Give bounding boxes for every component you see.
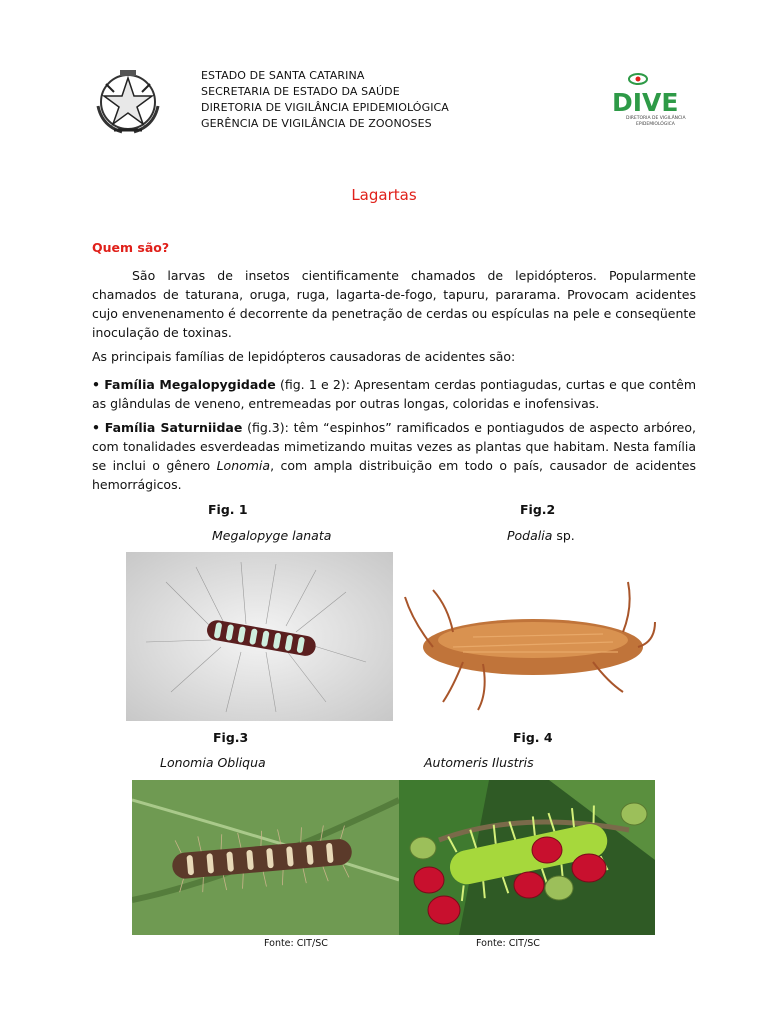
fig-2-label: Fig.2 [520, 502, 556, 517]
dive-logo-subtext-2: EPIDEMIOLÓGICA [636, 122, 675, 127]
header-line-secretariat: SECRETARIA DE ESTADO DA SAÚDE [201, 85, 400, 98]
family-saturniidae [92, 418, 696, 494]
family-2-name: Família Saturniidae [104, 420, 243, 435]
state-crest-icon [92, 66, 164, 138]
fig-4-species-name: Automeris Ilustris [424, 755, 534, 770]
photo-lonomia-obliqua [132, 780, 399, 935]
fig-3-species [160, 755, 266, 770]
family-1-name: Família Megalopygidade [104, 377, 276, 392]
page-title: Lagartas [351, 186, 417, 204]
fig-1-species [212, 528, 331, 543]
family-2-bullet: • [92, 420, 100, 435]
fig-2-species-name: Podalia [507, 528, 553, 543]
fig-4-species [424, 755, 534, 770]
fig-2-species-suffix: sp. [552, 528, 575, 543]
header-line-directorate: DIRETORIA DE VIGILÂNCIA EPIDEMIOLÓGICA [201, 101, 449, 114]
family-2-text-2: , com ampla distribuição em todo o país, causador de acidentes hemorrágicos. [92, 458, 696, 492]
dive-logo [610, 70, 690, 130]
family-1-bullet: • [92, 377, 100, 392]
dive-logo-subtext-1: DIRETORIA DE VIGILÂNCIA [626, 116, 686, 121]
families-intro: As principais famílias de lepidópteros causadoras de acidentes são: [92, 349, 516, 364]
family-2-genus: Lonomia [216, 458, 271, 473]
family-1-text: (fig. 1 e 2): Apresentam cerdas pontiagudas, curtas e que contêm as glândulas de veneno, entremeadas por outras longas, coloridas e inofensivas. [92, 377, 696, 411]
family-2-text-1: (fig.3): têm “espinhos” ramificados e pontiagudos de aspecto arbóreo, com tonalidades esverdeadas mimetizando muitas vezes as plantas que habitam. Nesta família se inclui o gênero [92, 420, 696, 473]
fig-1-species-name: Megalopyge lanata [212, 528, 332, 543]
fig-2-species [507, 528, 575, 543]
fig-4-label: Fig. 4 [513, 730, 553, 745]
fig-3-label: Fig.3 [213, 730, 249, 745]
header-line-management: GERÊNCIA DE VIGILÂNCIA DE ZOONOSES [201, 117, 432, 130]
section-heading: Quem são? [92, 240, 170, 255]
photo-podalia [393, 552, 661, 721]
photo-automeris-ilustris [399, 780, 655, 935]
header-text-block [201, 68, 449, 132]
fig-3-species-name: Lonomia Obliqua [160, 755, 266, 770]
source-caption-left: Fonte: CIT/SC [264, 938, 328, 949]
intro-paragraph: São larvas de insetos cientificamente chamados de lepidópteros. Popularmente chamados de taturana, oruga, ruga, lagarta-de-fogo, tapuru, pararama. Provocam acidentes cujo envenenamento é decorrente da penetração de cerdas ou espículas na pele e conseqüente inoculação de toxinas. [92, 268, 696, 340]
photo-megalopyge-lanata [126, 552, 393, 721]
family-megalopygidae [92, 375, 696, 413]
header-line-state: ESTADO DE SANTA CATARINA [201, 69, 365, 82]
dive-logo-text: DIVE [612, 88, 679, 117]
fig-1-label: Fig. 1 [208, 502, 248, 517]
source-caption-right: Fonte: CIT/SC [476, 938, 540, 949]
